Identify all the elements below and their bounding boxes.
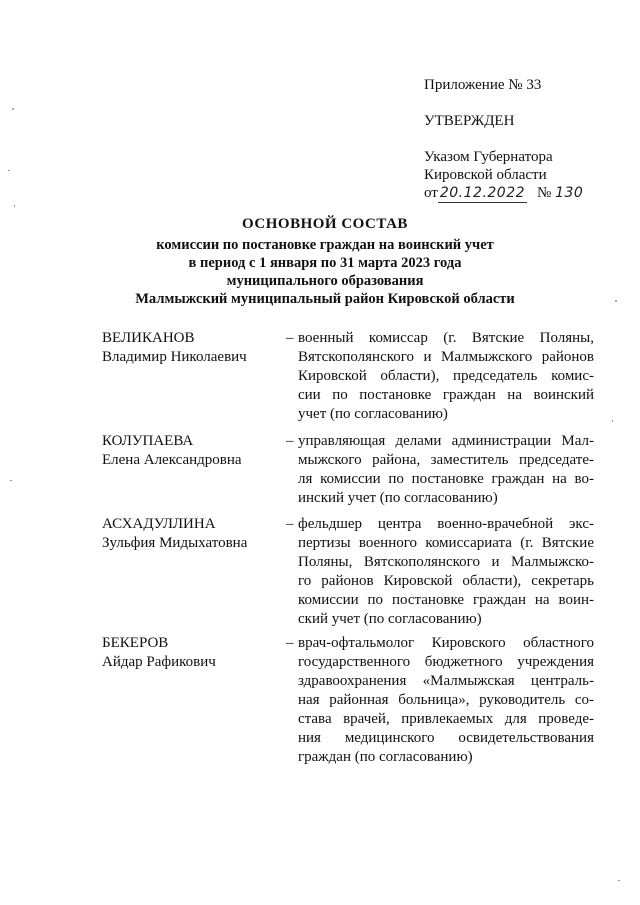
desc-line: пертизы военного комиссариата (г. Вятские bbox=[298, 535, 594, 551]
title-line-2: в период с 1 января по 31 марта 2023 года bbox=[188, 255, 462, 271]
member-description bbox=[298, 515, 594, 629]
desc-line: сии по постановке граждан на воинский bbox=[298, 387, 594, 403]
desc-line: врач-офтальмолог Кировского областного bbox=[298, 635, 594, 651]
title-line-1: комиссии по постановке граждан на воинский учет bbox=[156, 237, 494, 253]
date-prefix: от bbox=[424, 185, 438, 201]
scan-speck bbox=[615, 300, 617, 302]
title-line-3: муниципального образования bbox=[226, 273, 424, 289]
member-surname: ВЕЛИКАНОВ bbox=[102, 330, 195, 346]
scan-speck bbox=[10, 480, 12, 481]
member-surname: БЕКЕРОВ bbox=[102, 635, 169, 651]
desc-line: государственного бюджетного учреждения bbox=[298, 654, 594, 670]
member-given-name: Айдар Рафикович bbox=[102, 654, 216, 670]
document-title-block bbox=[90, 215, 560, 308]
scan-speck bbox=[12, 108, 14, 110]
desc-line: ния медицинского освидетельствования bbox=[298, 730, 594, 746]
dash-separator: – bbox=[286, 433, 294, 449]
desc-line: управляющая делами администрации Мал- bbox=[298, 433, 594, 449]
dash-separator: – bbox=[286, 635, 294, 651]
dash-separator: – bbox=[286, 330, 294, 346]
desc-line: Кировской области), председатель комис- bbox=[298, 368, 594, 384]
desc-line: ский учет (по согласованию) bbox=[298, 611, 482, 627]
desc-line: го районов Кировской области), секретарь bbox=[298, 573, 594, 589]
desc-line: ная районная больница», руководитель со- bbox=[298, 692, 594, 708]
number-prefix: № bbox=[537, 185, 552, 201]
approved-label: УТВЕРЖДЕН bbox=[424, 113, 515, 129]
desc-line: фельдшер центра военно-врачебной экс- bbox=[298, 516, 594, 532]
member-name bbox=[102, 634, 282, 672]
appendix-number: Приложение № 33 bbox=[424, 77, 542, 93]
member-surname: КОЛУПАЕВА bbox=[102, 433, 194, 449]
member-given-name: Владимир Николаевич bbox=[102, 349, 247, 365]
handwritten-number: 130 bbox=[555, 185, 584, 201]
desc-line: Вятскополянского и Малмыжского районов bbox=[298, 349, 594, 365]
desc-line: Поляны, Вятскополянского и Малмыжско- bbox=[298, 554, 594, 570]
member-name bbox=[102, 329, 282, 367]
member-description bbox=[298, 329, 594, 424]
member-given-name: Елена Александровна bbox=[102, 452, 242, 468]
desc-line: става врачей, привлекаемых для проведе- bbox=[298, 711, 594, 727]
member-surname: АСХАДУЛЛИНА bbox=[102, 516, 216, 532]
scan-speck bbox=[618, 880, 620, 881]
desc-line: инский учет (по согласованию) bbox=[298, 490, 498, 506]
scan-speck bbox=[14, 205, 15, 207]
desc-line: граждан (по согласованию) bbox=[298, 749, 473, 765]
decree-line-2: Кировской области bbox=[424, 167, 547, 183]
desc-line: ля комиссии по постановке граждан на во- bbox=[298, 471, 594, 487]
decree-line-1: Указом Губернатора bbox=[424, 149, 553, 165]
member-description bbox=[298, 432, 594, 508]
scan-speck bbox=[612, 420, 613, 422]
document-title: ОСНОВНОЙ СОСТАВ bbox=[242, 216, 408, 232]
desc-line: учет (по согласованию) bbox=[298, 406, 448, 422]
desc-line: мыжского района, заместитель председате- bbox=[298, 452, 594, 468]
member-name bbox=[102, 515, 282, 553]
handwritten-date: 20.12.2022 bbox=[439, 185, 526, 201]
member-description bbox=[298, 634, 594, 767]
dash-separator: – bbox=[286, 516, 294, 532]
desc-line: здравоохранения «Малмыжская централь- bbox=[298, 673, 594, 689]
desc-line: военный комиссар (г. Вятские Поляны, bbox=[298, 330, 594, 346]
member-given-name: Зульфия Мидыхатовна bbox=[102, 535, 248, 551]
member-name bbox=[102, 432, 282, 470]
desc-line: комиссии по постановке граждан на воин- bbox=[298, 592, 594, 608]
decree-date-line bbox=[424, 184, 624, 203]
approval-block bbox=[424, 76, 624, 203]
title-line-4: Малмыжский муниципальный район Кировской области bbox=[135, 291, 515, 307]
scan-speck bbox=[8, 170, 10, 171]
